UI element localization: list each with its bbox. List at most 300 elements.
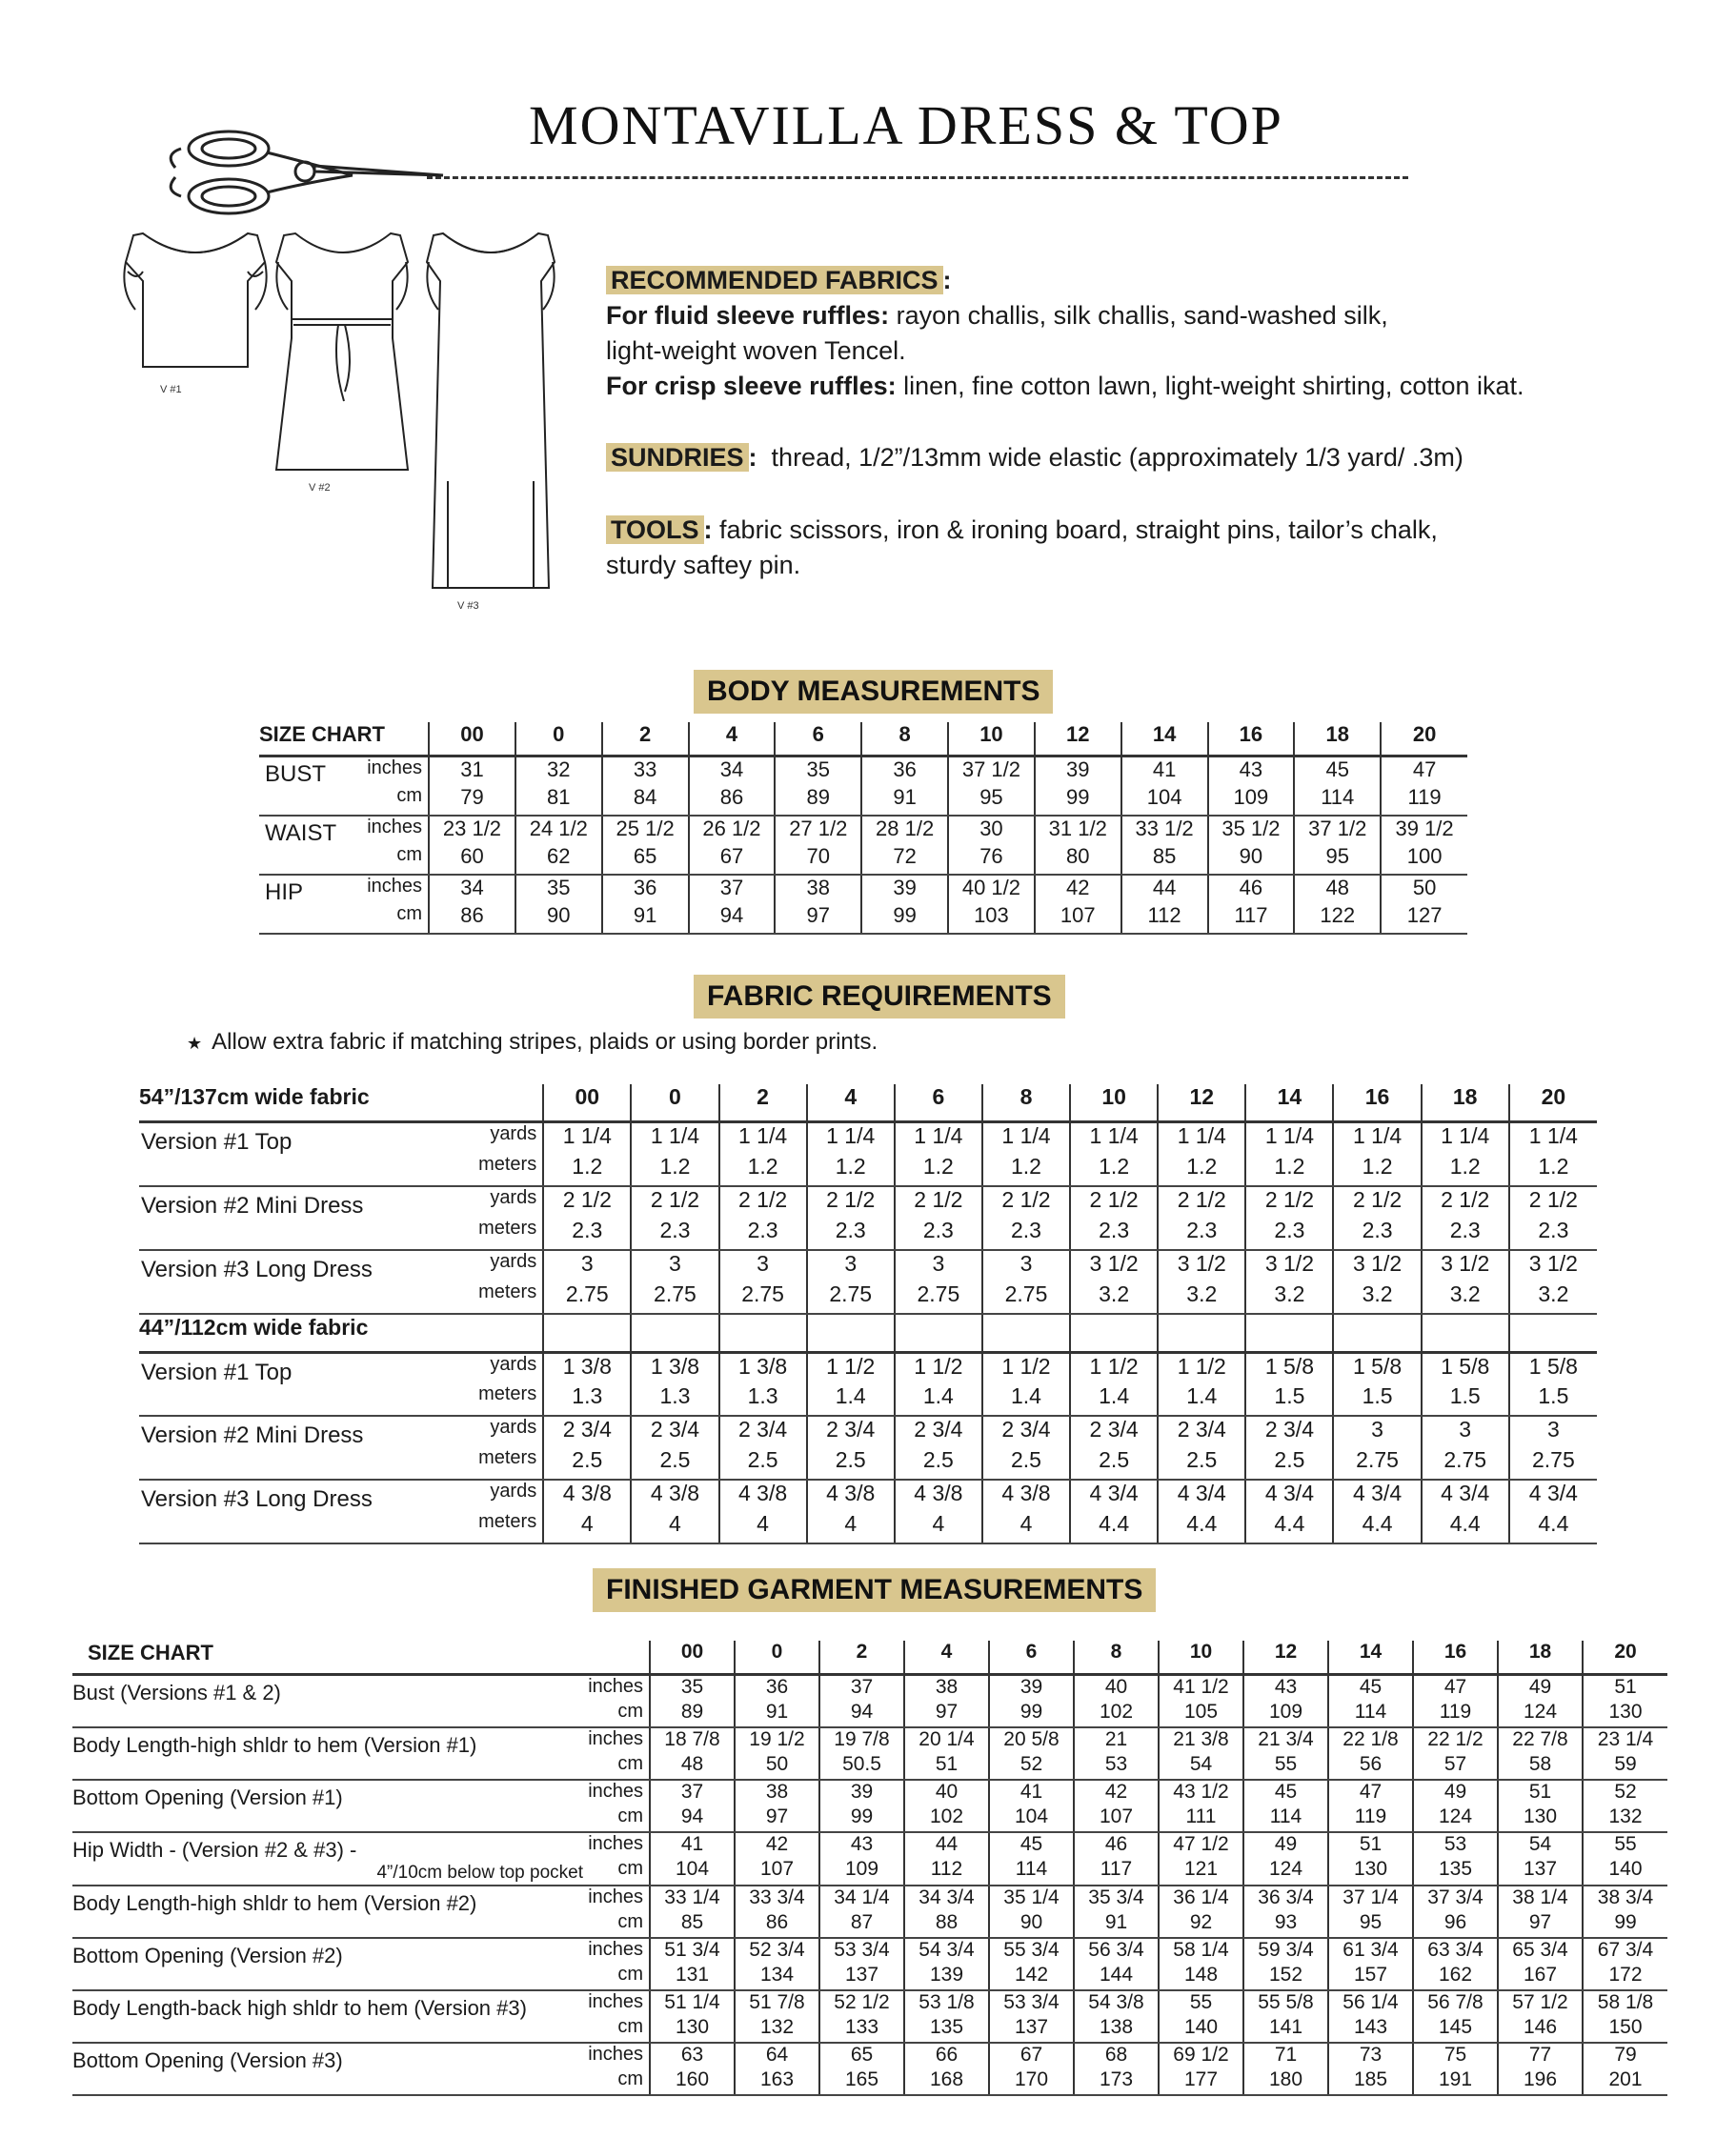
star-icon: ★ — [187, 1034, 203, 1053]
unit-inches: inches — [367, 757, 423, 778]
meters-cell: 1.2 — [895, 1154, 982, 1186]
size-header-row — [259, 722, 1467, 756]
cm-cell: 146 — [1498, 2016, 1583, 2043]
meters-cell: 1.5 — [1422, 1383, 1509, 1416]
unit-inches: inches — [588, 2043, 643, 2065]
inches-cell: 36 — [861, 756, 948, 785]
size-header — [807, 1314, 895, 1353]
inches-cell: 37 3/4 — [1413, 1886, 1498, 1911]
version-label: Version #3 Long Dress — [139, 1480, 444, 1543]
meters-cell: 1.5 — [1333, 1383, 1421, 1416]
long-dress-sketch — [410, 224, 572, 595]
yards-cell: 1 1/4 — [1333, 1122, 1421, 1154]
size-header: 20 — [1509, 1084, 1597, 1122]
inches-cell: 43 — [1243, 1675, 1328, 1701]
cm-cell: 99 — [1035, 785, 1121, 816]
inches-cell: 51 1/4 — [650, 1990, 735, 2016]
yards-cell: 2 1/2 — [1509, 1186, 1597, 1218]
cm-cell: 104 — [650, 1858, 735, 1886]
inches-cell: 40 — [904, 1780, 989, 1805]
unit-inches: inches — [588, 1990, 643, 2012]
meters-cell: 4.4 — [1422, 1511, 1509, 1543]
inches-cell: 36 3/4 — [1243, 1886, 1328, 1911]
inches-cell: 67 3/4 — [1583, 1938, 1667, 1964]
yards-cell: 2 1/2 — [631, 1186, 718, 1218]
cm-cell: 144 — [1074, 1964, 1159, 1990]
unit-cm: cm — [587, 1858, 650, 1886]
yards-cell: 1 1/2 — [1158, 1352, 1245, 1383]
measure-label: HIP — [259, 875, 354, 934]
yards-cell: 1 1/4 — [1070, 1122, 1158, 1154]
inches-cell: 50 — [1381, 875, 1467, 903]
meters-cell: 2.75 — [631, 1281, 718, 1314]
inches-cell: 38 — [735, 1780, 819, 1805]
table-row — [72, 1990, 1667, 2016]
unit-yards: yards — [490, 1250, 537, 1272]
meters-cell: 2.5 — [543, 1447, 631, 1480]
inches-cell: 38 1/4 — [1498, 1886, 1583, 1911]
inches-cell: 48 — [1294, 875, 1381, 903]
inches-cell: 39 — [861, 875, 948, 903]
inches-cell: 46 — [1074, 1832, 1159, 1858]
size-header — [543, 1314, 631, 1353]
measure-name: Body Length-back high shldr to hem (Version #3) — [72, 1995, 527, 2020]
unit-cm: cm — [354, 844, 429, 875]
yards-cell: 3 1/2 — [1070, 1250, 1158, 1281]
inches-cell: 36 — [735, 1675, 819, 1701]
unit-inches: inches — [588, 1938, 643, 1960]
cm-cell: 111 — [1159, 1805, 1243, 1832]
inches-cell: 43 1/2 — [1159, 1780, 1243, 1805]
inches-cell: 42 — [735, 1832, 819, 1858]
cm-cell: 143 — [1328, 2016, 1413, 2043]
size-header: 4 — [807, 1084, 895, 1122]
fabric-requirements-table — [139, 1084, 1597, 1544]
inches-cell: 34 — [689, 756, 776, 785]
cm-cell: 119 — [1381, 785, 1467, 816]
cm-cell: 104 — [1121, 785, 1208, 816]
unit-inches: inches — [588, 1886, 643, 1907]
tools: TOOLS : fabric scissors, iron & ironing board, straight pins, tailor’s chalk, sturdy saftey pin. — [606, 513, 1673, 583]
inches-cell: 22 1/2 — [1413, 1727, 1498, 1753]
inches-cell: 21 — [1074, 1727, 1159, 1753]
fabric-width-label: 44”/112cm wide fabric — [139, 1314, 543, 1353]
cm-cell: 114 — [1243, 1805, 1328, 1832]
size-header — [1158, 1314, 1245, 1353]
cm-cell: 102 — [1074, 1701, 1159, 1727]
inches-cell: 58 1/4 — [1159, 1938, 1243, 1964]
meters-cell: 1.4 — [1070, 1383, 1158, 1416]
cm-cell: 140 — [1583, 1858, 1667, 1886]
cm-cell: 196 — [1498, 2068, 1583, 2095]
meters-cell: 1.3 — [631, 1383, 718, 1416]
meters-cell: 2.75 — [807, 1281, 895, 1314]
cm-cell: 51 — [904, 1753, 989, 1780]
unit-meters: meters — [444, 1218, 543, 1250]
sundries: SUNDRIES : thread, 1/2”/13mm wide elastic (approximately 1/3 yard/ .3m) — [606, 440, 1673, 475]
inches-cell: 22 7/8 — [1498, 1727, 1583, 1753]
cm-cell: 112 — [904, 1858, 989, 1886]
cm-cell: 97 — [1498, 1911, 1583, 1938]
inches-cell: 51 7/8 — [735, 1990, 819, 2016]
cm-cell: 50.5 — [819, 1753, 904, 1780]
yards-cell: 2 3/4 — [1245, 1416, 1333, 1447]
table-row — [259, 816, 1467, 844]
cm-cell: 91 — [602, 903, 689, 934]
measure-label — [72, 1780, 587, 1832]
yards-cell: 2 3/4 — [807, 1416, 895, 1447]
yards-cell: 2 3/4 — [1158, 1416, 1245, 1447]
yards-cell: 3 — [807, 1250, 895, 1281]
cm-cell: 92 — [1159, 1911, 1243, 1938]
cm-cell: 138 — [1074, 2016, 1159, 2043]
yards-cell: 3 1/2 — [1422, 1250, 1509, 1281]
size-header: 2 — [719, 1084, 807, 1122]
cm-cell: 140 — [1159, 2016, 1243, 2043]
cm-cell: 93 — [1243, 1911, 1328, 1938]
yards-cell: 2 3/4 — [719, 1416, 807, 1447]
size-header: 18 — [1422, 1084, 1509, 1122]
inches-cell: 58 1/8 — [1583, 1990, 1667, 2016]
meters-cell: 1.2 — [1333, 1154, 1421, 1186]
inches-cell: 51 — [1583, 1675, 1667, 1701]
cm-cell: 59 — [1583, 1753, 1667, 1780]
inches-cell: 31 1/2 — [1035, 816, 1121, 844]
cm-cell: 141 — [1243, 2016, 1328, 2043]
cm-cell: 168 — [904, 2068, 989, 2095]
yards-cell: 2 1/2 — [807, 1186, 895, 1218]
inches-cell: 56 1/4 — [1328, 1990, 1413, 2016]
meters-cell: 2.3 — [982, 1218, 1070, 1250]
size-header: 4 — [904, 1641, 989, 1675]
inches-cell: 49 — [1413, 1780, 1498, 1805]
yards-cell: 3 1/2 — [1158, 1250, 1245, 1281]
cm-cell: 130 — [1498, 1805, 1583, 1832]
table-row — [259, 785, 1467, 816]
yards-cell: 1 1/4 — [1245, 1122, 1333, 1154]
meters-cell: 1.2 — [1070, 1154, 1158, 1186]
meters-cell: 2.3 — [1158, 1218, 1245, 1250]
table-row — [259, 756, 1467, 785]
inches-cell: 34 — [429, 875, 515, 903]
cm-cell: 70 — [775, 844, 861, 875]
table-row — [72, 1886, 1667, 1911]
meters-cell: 1.5 — [1509, 1383, 1597, 1416]
cm-cell: 62 — [515, 844, 602, 875]
cm-cell: 76 — [948, 844, 1035, 875]
inches-cell: 73 — [1328, 2043, 1413, 2068]
cm-cell: 91 — [1074, 1911, 1159, 1938]
inches-cell: 33 3/4 — [735, 1886, 819, 1911]
size-header: 00 — [543, 1084, 631, 1122]
size-header: 10 — [948, 722, 1035, 756]
meters-cell: 1.4 — [982, 1383, 1070, 1416]
table-row — [72, 1832, 1667, 1858]
meters-cell: 2.75 — [1333, 1447, 1421, 1480]
size-header — [982, 1314, 1070, 1353]
size-header: 0 — [515, 722, 602, 756]
yards-cell: 4 3/4 — [1509, 1480, 1597, 1511]
yards-cell: 4 3/8 — [719, 1480, 807, 1511]
cm-cell: 107 — [735, 1858, 819, 1886]
cm-cell: 127 — [1381, 903, 1467, 934]
cm-cell: 137 — [1498, 1858, 1583, 1886]
table-row — [139, 1416, 1597, 1447]
yards-cell: 1 1/2 — [807, 1352, 895, 1383]
size-header — [1422, 1314, 1509, 1353]
meters-cell: 2.75 — [982, 1281, 1070, 1314]
inches-cell: 19 7/8 — [819, 1727, 904, 1753]
meters-cell: 4 — [719, 1511, 807, 1543]
yards-cell: 1 1/4 — [719, 1122, 807, 1154]
inches-cell: 66 — [904, 2043, 989, 2068]
yards-cell: 4 3/8 — [631, 1480, 718, 1511]
tools-text-2: sturdy saftey pin. — [606, 551, 801, 579]
size-header: 6 — [895, 1084, 982, 1122]
yards-cell: 4 3/8 — [543, 1480, 631, 1511]
cm-cell: 137 — [819, 1964, 904, 1990]
inches-cell: 21 3/4 — [1243, 1727, 1328, 1753]
meters-cell: 1.3 — [543, 1383, 631, 1416]
yards-cell: 4 3/4 — [1245, 1480, 1333, 1511]
cm-cell: 87 — [819, 1911, 904, 1938]
yards-cell: 3 — [1422, 1416, 1509, 1447]
meters-cell: 1.2 — [982, 1154, 1070, 1186]
meters-cell: 2.5 — [982, 1447, 1070, 1480]
tools-text: fabric scissors, iron & ironing board, straight pins, tailor’s chalk, — [719, 515, 1438, 544]
cm-cell: 124 — [1243, 1858, 1328, 1886]
cm-cell: 50 — [735, 1753, 819, 1780]
crisp-label: For crisp sleeve ruffles: — [606, 372, 897, 400]
size-header: 00 — [650, 1641, 735, 1675]
cm-cell: 60 — [429, 844, 515, 875]
inches-cell: 45 — [989, 1832, 1074, 1858]
inches-cell: 44 — [904, 1832, 989, 1858]
cm-cell: 201 — [1583, 2068, 1667, 2095]
cm-cell: 65 — [602, 844, 689, 875]
cm-cell: 124 — [1413, 1805, 1498, 1832]
cm-cell: 91 — [735, 1701, 819, 1727]
inches-cell: 25 1/2 — [602, 816, 689, 844]
inches-cell: 53 1/8 — [904, 1990, 989, 2016]
recommended-fabrics: RECOMMENDED FABRICS : For fluid sleeve ruffles: rayon challis, silk challis, sand-washed silk, light-weight woven Tencel. For crisp sleeve ruffles: linen, fine cotton lawn, light-weight shirting, cotton ikat. — [606, 263, 1673, 404]
meters-cell: 4 — [982, 1511, 1070, 1543]
cm-cell: 180 — [1243, 2068, 1328, 2095]
meters-cell: 2.3 — [807, 1218, 895, 1250]
inches-cell: 52 1/2 — [819, 1990, 904, 2016]
fabric-width-header-row — [139, 1314, 1597, 1353]
cm-cell: 150 — [1583, 2016, 1667, 2043]
version-label: V #3 — [457, 600, 479, 612]
yards-cell: 2 1/2 — [895, 1186, 982, 1218]
cm-cell: 134 — [735, 1964, 819, 1990]
meters-cell: 3.2 — [1333, 1281, 1421, 1314]
table-row — [139, 1352, 1597, 1383]
measure-label — [72, 1886, 587, 1938]
cm-cell: 48 — [650, 1753, 735, 1780]
unit-meters: meters — [444, 1281, 543, 1314]
inches-cell: 39 1/2 — [1381, 816, 1467, 844]
cm-cell: 109 — [1208, 785, 1295, 816]
measure-subnote: 4”/10cm below top pocket — [376, 1862, 583, 1883]
meters-cell: 4 — [895, 1511, 982, 1543]
cm-cell: 109 — [1243, 1701, 1328, 1727]
inches-cell: 37 — [689, 875, 776, 903]
tools-label: TOOLS — [606, 515, 704, 544]
unit-cm: cm — [587, 2016, 650, 2043]
cm-cell: 131 — [650, 1964, 735, 1990]
meters-cell: 2.3 — [1245, 1218, 1333, 1250]
cm-cell: 91 — [861, 785, 948, 816]
yards-cell: 2 1/2 — [719, 1186, 807, 1218]
cm-cell: 100 — [1381, 844, 1467, 875]
table-row — [72, 1938, 1667, 1964]
inches-cell: 40 1/2 — [948, 875, 1035, 903]
inches-cell: 40 — [1074, 1675, 1159, 1701]
inches-cell: 51 — [1328, 1832, 1413, 1858]
fabric-note: ★ Allow extra fabric if matching stripes, plaids or using border prints. — [187, 1029, 878, 1055]
yards-cell: 2 3/4 — [543, 1416, 631, 1447]
version-label: V #1 — [160, 384, 182, 395]
inches-cell: 45 — [1294, 756, 1381, 785]
yards-cell: 1 1/4 — [982, 1122, 1070, 1154]
meters-cell: 1.2 — [543, 1154, 631, 1186]
inches-cell: 18 7/8 — [650, 1727, 735, 1753]
cm-cell: 104 — [989, 1805, 1074, 1832]
unit-cm: cm — [587, 1753, 650, 1780]
fluid-label: For fluid sleeve ruffles: — [606, 301, 890, 330]
meters-cell: 3.2 — [1070, 1281, 1158, 1314]
yards-cell: 1 5/8 — [1245, 1352, 1333, 1383]
cm-cell: 95 — [948, 785, 1035, 816]
inches-cell: 47 — [1328, 1780, 1413, 1805]
cm-cell: 88 — [904, 1911, 989, 1938]
inches-cell: 21 3/8 — [1159, 1727, 1243, 1753]
inches-cell: 27 1/2 — [775, 816, 861, 844]
size-header: 12 — [1243, 1641, 1328, 1675]
meters-cell: 2.5 — [1245, 1447, 1333, 1480]
sundries-label: SUNDRIES — [606, 443, 749, 472]
cm-cell: 135 — [1413, 1858, 1498, 1886]
yards-cell: 3 — [631, 1250, 718, 1281]
fluid-text: rayon challis, silk challis, sand-washed silk, — [896, 301, 1388, 330]
cm-cell: 145 — [1413, 2016, 1498, 2043]
unit-inches: inches — [588, 1832, 643, 1854]
cm-cell: 99 — [861, 903, 948, 934]
body-measurements-table — [259, 722, 1467, 935]
yards-cell: 3 — [895, 1250, 982, 1281]
yards-cell: 2 1/2 — [1245, 1186, 1333, 1218]
title-divider — [427, 176, 1408, 179]
yards-cell: 2 3/4 — [631, 1416, 718, 1447]
fabric-width-label: 54”/137cm wide fabric — [139, 1084, 543, 1122]
measure-label: BUST — [259, 756, 354, 816]
yards-cell: 4 3/8 — [895, 1480, 982, 1511]
yards-cell: 1 1/4 — [1509, 1122, 1597, 1154]
meters-cell: 2.3 — [895, 1218, 982, 1250]
meters-cell: 3.2 — [1245, 1281, 1333, 1314]
inches-cell: 41 1/2 — [1159, 1675, 1243, 1701]
cm-cell: 117 — [1208, 903, 1295, 934]
table-row — [139, 1480, 1597, 1511]
unit-yards: yards — [490, 1481, 537, 1502]
measure-name: Bottom Opening (Version #1) — [72, 1785, 343, 1809]
cm-cell: 94 — [819, 1701, 904, 1727]
inches-cell: 53 3/4 — [989, 1990, 1074, 2016]
inches-cell: 63 3/4 — [1413, 1938, 1498, 1964]
cm-cell: 119 — [1413, 1701, 1498, 1727]
cm-cell: 112 — [1121, 903, 1208, 934]
inches-cell: 43 — [819, 1832, 904, 1858]
meters-cell: 2.3 — [1422, 1218, 1509, 1250]
meters-cell: 2.5 — [807, 1447, 895, 1480]
inches-cell: 19 1/2 — [735, 1727, 819, 1753]
cm-cell: 162 — [1413, 1964, 1498, 1990]
unit-cm: cm — [354, 785, 429, 816]
measure-name: Bust (Versions #1 & 2) — [72, 1681, 281, 1704]
inches-cell: 47 — [1413, 1675, 1498, 1701]
table-row — [139, 1186, 1597, 1218]
meters-cell: 2.3 — [1509, 1218, 1597, 1250]
unit-meters: meters — [444, 1383, 543, 1416]
yards-cell: 1 3/8 — [631, 1352, 718, 1383]
mini-dress-sketch — [257, 224, 429, 481]
cm-cell: 81 — [515, 785, 602, 816]
inches-cell: 42 — [1074, 1780, 1159, 1805]
crisp-text: linen, fine cotton lawn, light-weight shirting, cotton ikat. — [903, 372, 1524, 400]
inches-cell: 63 — [650, 2043, 735, 2068]
inches-cell: 44 — [1121, 875, 1208, 903]
yards-cell: 1 5/8 — [1422, 1352, 1509, 1383]
cm-cell: 97 — [904, 1701, 989, 1727]
inches-cell: 38 3/4 — [1583, 1886, 1667, 1911]
cm-cell: 107 — [1074, 1805, 1159, 1832]
inches-cell: 33 1/4 — [650, 1886, 735, 1911]
meters-cell: 2.75 — [1509, 1447, 1597, 1480]
yards-cell: 4 3/8 — [807, 1480, 895, 1511]
yards-cell: 2 1/2 — [1070, 1186, 1158, 1218]
cm-cell: 137 — [989, 2016, 1074, 2043]
measure-name: Hip Width - (Version #2 & #3) - — [72, 1837, 357, 1862]
size-header: 0 — [631, 1084, 718, 1122]
version-label: Version #1 Top — [139, 1352, 444, 1416]
size-header-row — [72, 1641, 1667, 1675]
yards-cell: 2 1/2 — [1333, 1186, 1421, 1218]
cm-cell: 85 — [1121, 844, 1208, 875]
yards-cell: 3 1/2 — [1245, 1250, 1333, 1281]
cm-cell: 102 — [904, 1805, 989, 1832]
yards-cell: 4 3/8 — [982, 1480, 1070, 1511]
yards-cell: 3 1/2 — [1509, 1250, 1597, 1281]
cm-cell: 90 — [1208, 844, 1295, 875]
inches-cell: 54 — [1498, 1832, 1583, 1858]
unit-cm: cm — [587, 1964, 650, 1990]
cm-cell: 163 — [735, 2068, 819, 2095]
yards-cell: 1 1/4 — [895, 1122, 982, 1154]
unit-inches: inches — [367, 875, 423, 897]
table-row — [139, 1250, 1597, 1281]
yards-cell: 2 3/4 — [982, 1416, 1070, 1447]
cm-cell: 99 — [819, 1805, 904, 1832]
yards-cell: 1 1/2 — [1070, 1352, 1158, 1383]
inches-cell: 26 1/2 — [689, 816, 776, 844]
inches-cell: 35 — [775, 756, 861, 785]
inches-cell: 54 3/4 — [904, 1938, 989, 1964]
cm-cell: 86 — [735, 1911, 819, 1938]
inches-cell: 35 1/2 — [1208, 816, 1295, 844]
inches-cell: 38 — [904, 1675, 989, 1701]
version-label: Version #2 Mini Dress — [139, 1416, 444, 1480]
